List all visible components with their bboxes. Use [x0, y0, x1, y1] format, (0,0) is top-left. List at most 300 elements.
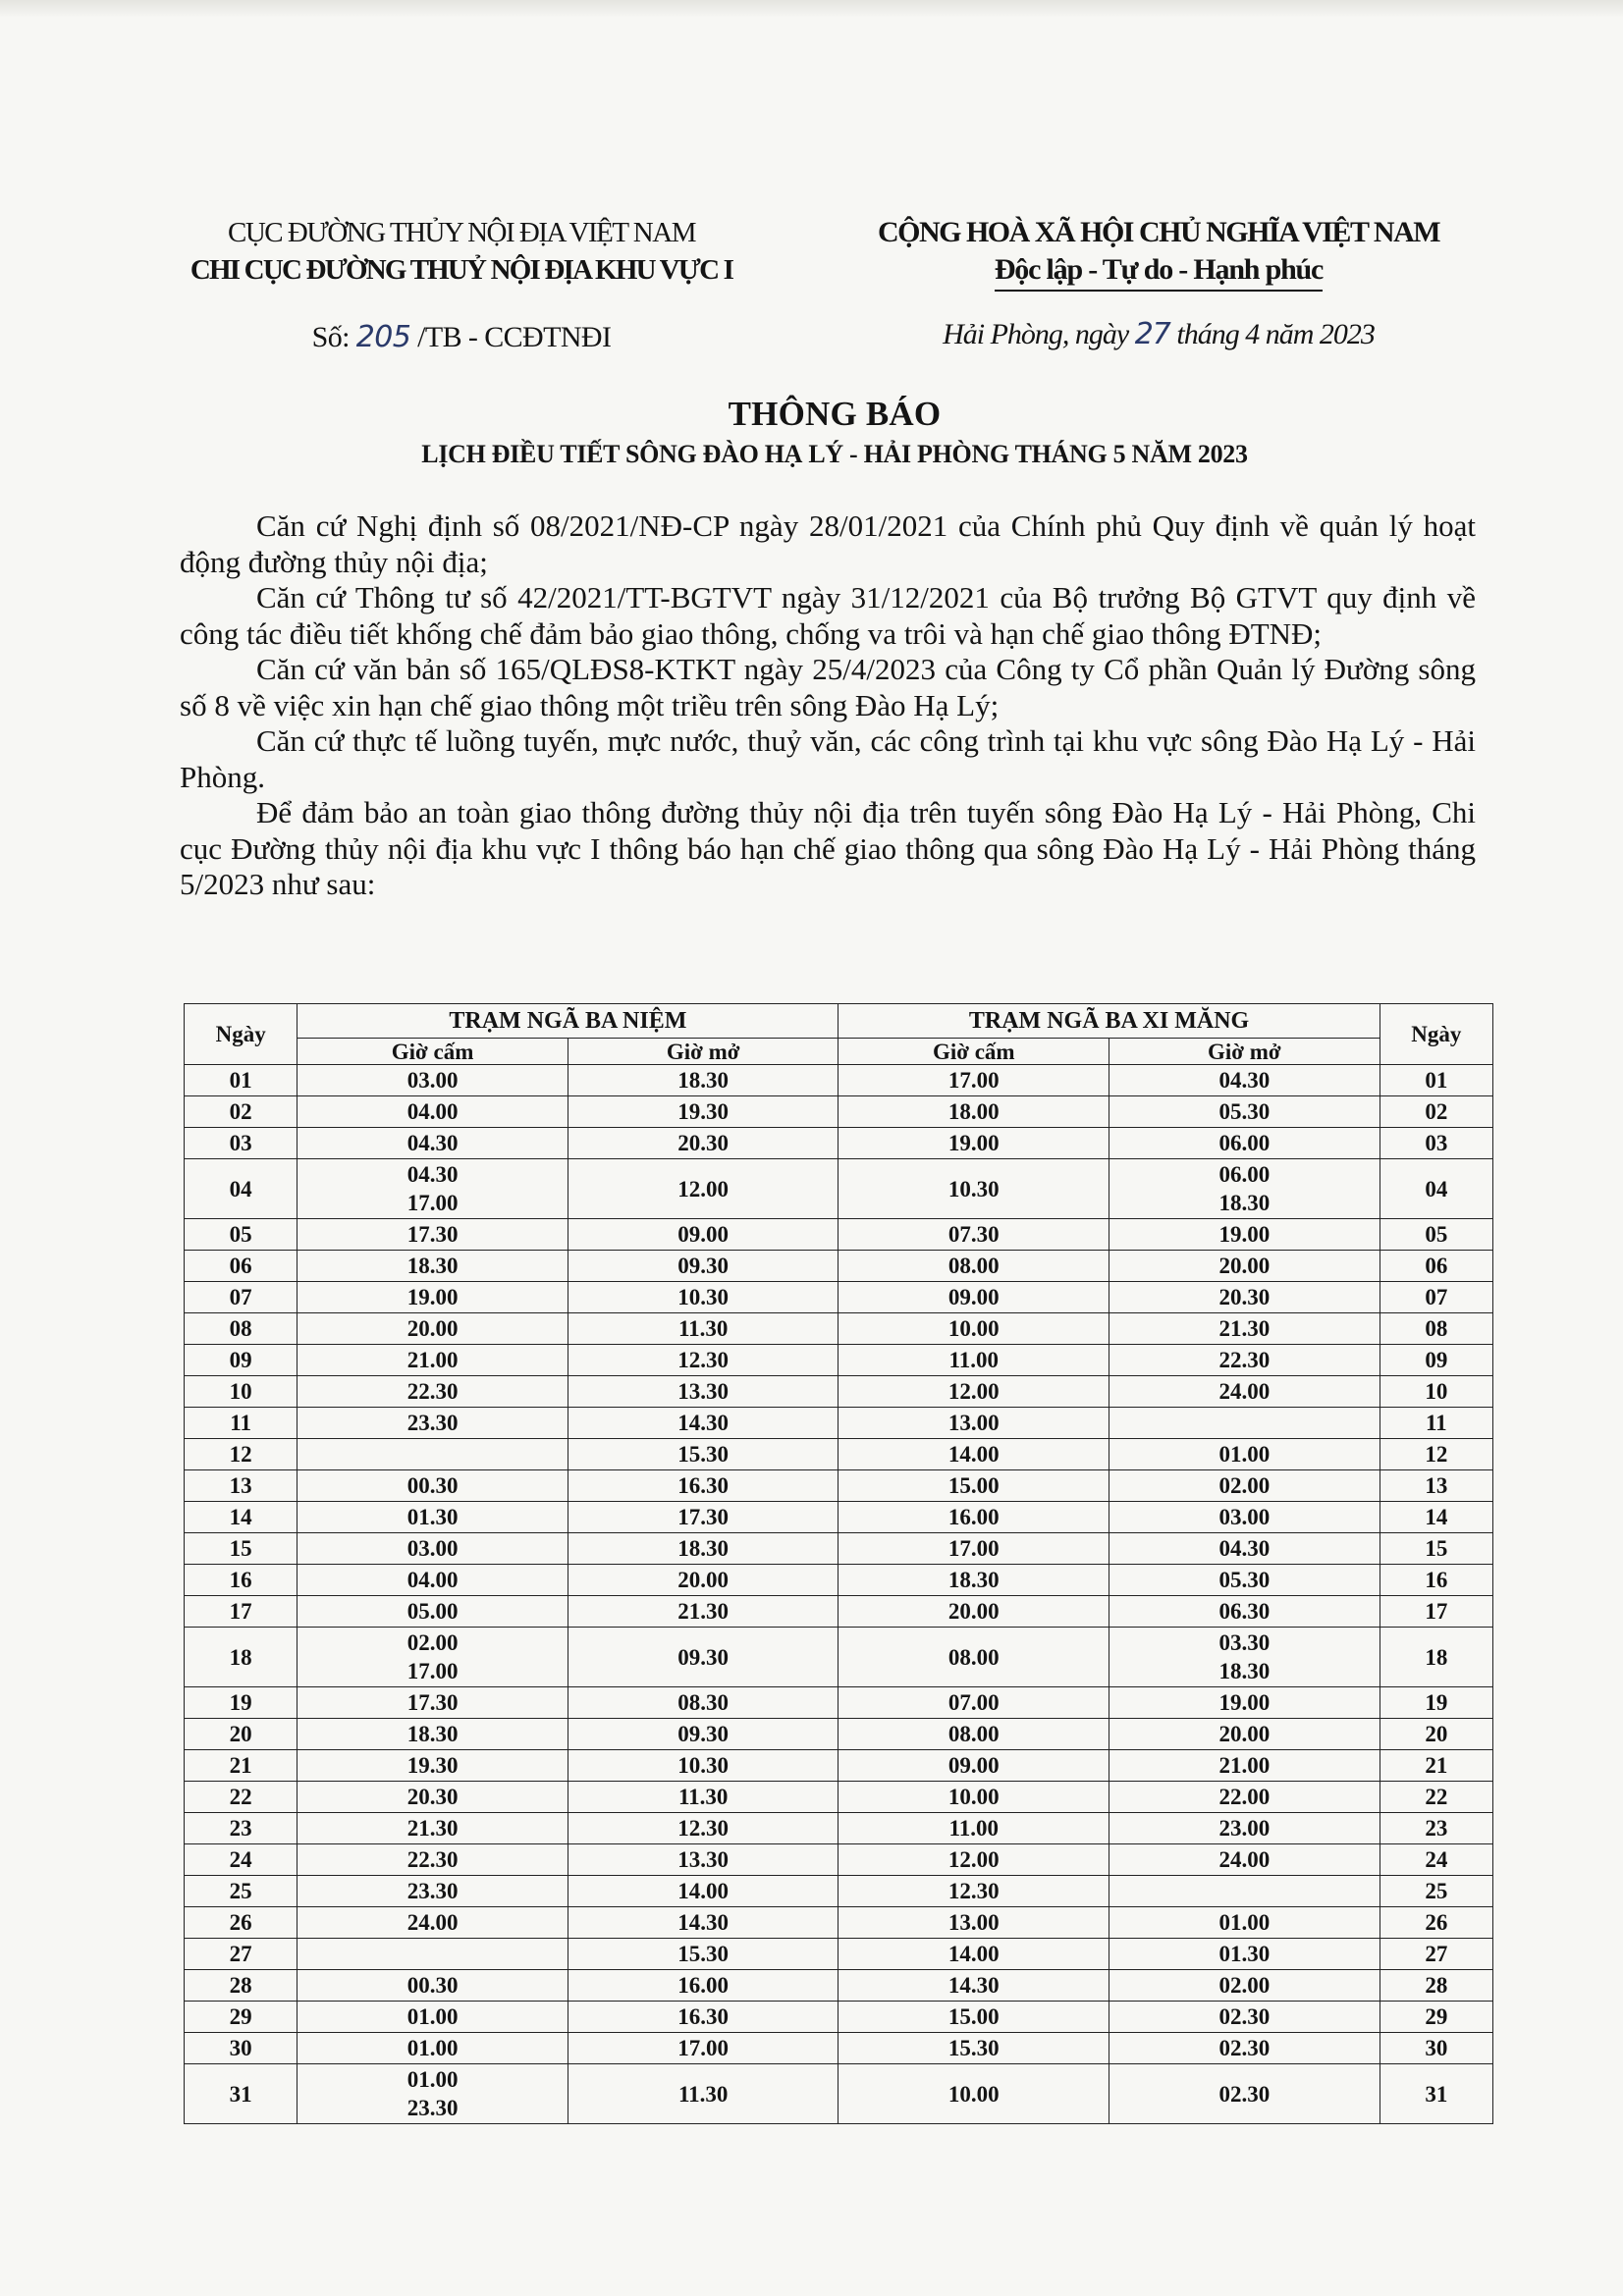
ximang-ban-cell	[839, 1907, 1109, 1939]
time-value: 21.30	[406, 1816, 459, 1841]
day-cell-right: 21	[1380, 1750, 1492, 1782]
time-value: 16.30	[677, 2004, 730, 2029]
ximang-open-cell	[1109, 1628, 1380, 1687]
ximang-open-cell	[1109, 1065, 1380, 1096]
time-value: 13.30	[677, 1847, 730, 1872]
ximang-ban-cell	[839, 2033, 1109, 2064]
table-row	[185, 2064, 1493, 2124]
niem-open-cell	[568, 1813, 839, 1844]
ximang-ban-cell	[839, 1782, 1109, 1813]
day-cell-right: 03	[1380, 1128, 1492, 1159]
time-value: 02.00	[1218, 1973, 1271, 1998]
time-value: 06.30	[1218, 1599, 1271, 1624]
niem-open-cell	[568, 1313, 839, 1345]
time-value: 10.00	[947, 1785, 1000, 1809]
niem-open-cell	[568, 1282, 839, 1313]
time-value: 00.30	[406, 1973, 459, 1998]
niem-ban-cell	[298, 1970, 568, 2002]
ximang-ban-cell	[839, 1282, 1109, 1313]
niem-open-cell	[568, 2064, 839, 2124]
time-value: 17.30	[406, 1222, 459, 1247]
day-cell-right: 04	[1380, 1159, 1492, 1219]
day-cell: 19	[185, 1687, 298, 1719]
ximang-open-cell	[1109, 2033, 1380, 2064]
ximang-open-cell	[1109, 1565, 1380, 1596]
niem-ban-cell	[298, 1408, 568, 1439]
day-cell: 20	[185, 1719, 298, 1750]
time-value: 01.00	[406, 2067, 459, 2092]
ban-header: Giờ cấm	[839, 1039, 1109, 1065]
table-row	[185, 1939, 1493, 1970]
time-value: 04.30	[406, 1131, 459, 1155]
time-value: 20.00	[1218, 1722, 1271, 1746]
time-value: 03.00	[406, 1536, 459, 1561]
niem-open-cell	[568, 1251, 839, 1282]
day-cell-right: 10	[1380, 1376, 1492, 1408]
day-cell: 13	[185, 1470, 298, 1502]
ximang-open-cell	[1109, 1470, 1380, 1502]
day-cell: 11	[185, 1408, 298, 1439]
open-header: Giờ mở	[568, 1039, 839, 1065]
table-row	[185, 2033, 1493, 2064]
ximang-ban-cell	[839, 1876, 1109, 1907]
ximang-ban-cell	[839, 1345, 1109, 1376]
paragraph: Căn cứ Nghị định số 08/2021/NĐ-CP ngày 28/01/2021 của Chính phủ Quy định về quản lý hoạt động đường thủy nội địa;	[180, 508, 1476, 579]
time-value: 15.30	[947, 2036, 1000, 2060]
time-value: 18.00	[947, 1099, 1000, 1124]
niem-ban-cell	[298, 1096, 568, 1128]
ximang-ban-cell	[839, 1502, 1109, 1533]
day-cell: 29	[185, 2002, 298, 2033]
day-cell-right: 18	[1380, 1628, 1492, 1687]
table-row	[185, 1408, 1493, 1439]
time-value: 14.00	[947, 1942, 1000, 1966]
time-value: 09.30	[677, 1254, 730, 1278]
day-header-right: Ngày	[1380, 1004, 1492, 1065]
day-cell: 09	[185, 1345, 298, 1376]
time-value: 01.30	[1218, 1942, 1271, 1966]
time-value: 14.30	[677, 1411, 730, 1435]
day-cell: 12	[185, 1439, 298, 1470]
time-value: 10.30	[947, 1176, 1000, 1201]
ximang-open-cell	[1109, 1719, 1380, 1750]
day-cell: 02	[185, 1096, 298, 1128]
niem-ban-cell	[298, 1470, 568, 1502]
schedule-rows	[185, 1065, 1493, 2124]
agency-name: CHI CỤC ĐƯỜNG THUỶ NỘI ĐỊA KHU VỰC I	[189, 254, 733, 286]
time-value: 20.30	[677, 1131, 730, 1155]
time-value: 09.30	[677, 1644, 730, 1670]
day-cell-right: 08	[1380, 1313, 1492, 1345]
day-cell: 08	[185, 1313, 298, 1345]
time-value: 02.00	[406, 1630, 459, 1655]
niem-open-cell	[568, 1907, 839, 1939]
time-value: 17.30	[677, 1505, 730, 1529]
time-value: 13.30	[677, 1379, 730, 1404]
time-value: 06.00	[1218, 1162, 1271, 1187]
day-cell: 03	[185, 1128, 298, 1159]
document-title: THÔNG BÁO	[728, 395, 942, 433]
nation-name: CỘNG HOÀ XÃ HỘI CHỦ NGHĨA VIỆT NAM	[877, 216, 1440, 248]
time-value: 21.30	[1218, 1316, 1271, 1341]
ximang-open-cell	[1109, 1939, 1380, 1970]
time-value: 22.00	[1218, 1785, 1271, 1809]
station-ngaba-niem-header: TRẠM NGÃ BA NIỆM	[298, 1004, 839, 1039]
niem-ban-cell	[298, 2064, 568, 2124]
document-number	[137, 320, 785, 354]
niem-open-cell	[568, 1065, 839, 1096]
day-cell: 26	[185, 1907, 298, 1939]
ximang-ban-cell	[839, 1439, 1109, 1470]
time-value: 23.30	[406, 1879, 459, 1903]
ximang-ban-cell	[839, 1628, 1109, 1687]
table-row	[185, 1565, 1493, 1596]
time-value: 20.00	[406, 1316, 459, 1341]
time-value: 18.30	[677, 1068, 730, 1093]
time-value: 13.00	[947, 1411, 1000, 1435]
time-value: 21.00	[1218, 1753, 1271, 1778]
schedule-table	[184, 1003, 1493, 2124]
time-value: 11.30	[677, 1316, 729, 1341]
day-cell-right: 28	[1380, 1970, 1492, 2002]
day-cell: 16	[185, 1565, 298, 1596]
niem-open-cell	[568, 1533, 839, 1565]
niem-ban-cell	[298, 1251, 568, 1282]
day-cell-right: 20	[1380, 1719, 1492, 1750]
time-value: 06.00	[1218, 1131, 1271, 1155]
day-cell-right: 17	[1380, 1596, 1492, 1628]
niem-open-cell	[568, 2033, 839, 2064]
document-body	[180, 508, 1476, 903]
niem-open-cell	[568, 1782, 839, 1813]
table-row	[185, 1907, 1493, 1939]
time-value: 08.00	[947, 1644, 1000, 1670]
ximang-open-cell	[1109, 1282, 1380, 1313]
paragraph: Căn cứ Thông tư số 42/2021/TT-BGTVT ngày 31/12/2021 của Bộ trưởng Bộ GTVT quy định về công tác điều tiết khống chế đảm bảo giao thông, chống va trôi và hạn chế giao thông ĐTNĐ;	[180, 580, 1476, 651]
time-value: 08.00	[947, 1722, 1000, 1746]
ximang-open-cell	[1109, 1687, 1380, 1719]
table-row	[185, 1376, 1493, 1408]
time-value: 15.00	[947, 1473, 1000, 1498]
time-value: 10.00	[947, 2081, 1000, 2107]
time-value: 11.00	[948, 1348, 999, 1372]
niem-ban-cell	[298, 1219, 568, 1251]
niem-open-cell	[568, 1687, 839, 1719]
time-value: 05.00	[406, 1599, 459, 1624]
document-number-prefix: Số:	[311, 321, 350, 353]
time-value: 12.00	[947, 1847, 1000, 1872]
ximang-open-cell	[1109, 2064, 1380, 2124]
niem-ban-cell	[298, 1439, 568, 1470]
table-row	[185, 1502, 1493, 1533]
paragraph: Căn cứ văn bản số 165/QLĐS8-KTKT ngày 25/4/2023 của Công ty Cổ phần Quản lý Đường sông số 8 về việc xin hạn chế giao thông một triều trên sông Đào Hạ Lý;	[180, 652, 1476, 722]
table-row	[185, 1750, 1493, 1782]
day-cell: 24	[185, 1844, 298, 1876]
day-header-left: Ngày	[185, 1004, 298, 1065]
day-cell-right: 06	[1380, 1251, 1492, 1282]
paragraph: Căn cứ thực tế luồng tuyến, mực nước, thuỷ văn, các công trình tại khu vực sông Đào Hạ Lý - Hải Phòng.	[180, 723, 1476, 794]
time-value: 05.30	[1218, 1099, 1271, 1124]
ximang-ban-cell	[839, 1565, 1109, 1596]
time-value: 16.00	[947, 1505, 1000, 1529]
station-ngaba-ximang-header: TRẠM NGÃ BA XI MĂNG	[839, 1004, 1380, 1039]
ximang-open-cell	[1109, 1159, 1380, 1219]
day-cell: 05	[185, 1219, 298, 1251]
time-value: 10.30	[677, 1285, 730, 1309]
time-value: 08.30	[677, 1690, 730, 1715]
niem-open-cell	[568, 1128, 839, 1159]
time-value: 14.30	[677, 1910, 730, 1935]
day-cell: 06	[185, 1251, 298, 1282]
niem-ban-cell	[298, 1502, 568, 1533]
time-value: 04.30	[406, 1162, 459, 1187]
time-value: 04.00	[406, 1099, 459, 1124]
time-value: 04.00	[406, 1568, 459, 1592]
time-value: 18.30	[1218, 1191, 1271, 1215]
table-row	[185, 1782, 1493, 1813]
ximang-ban-cell	[839, 1750, 1109, 1782]
day-cell: 22	[185, 1782, 298, 1813]
niem-ban-cell	[298, 1282, 568, 1313]
niem-ban-cell	[298, 1596, 568, 1628]
day-cell-right: 22	[1380, 1782, 1492, 1813]
table-row	[185, 1533, 1493, 1565]
time-value: 03.00	[1218, 1505, 1271, 1529]
agency-parent: CỤC ĐƯỜNG THỦY NỘI ĐỊA VIỆT NAM	[228, 217, 695, 248]
ximang-open-cell	[1109, 2002, 1380, 2033]
ximang-ban-cell	[839, 1219, 1109, 1251]
ximang-open-cell	[1109, 1502, 1380, 1533]
niem-ban-cell	[298, 1813, 568, 1844]
time-value: 23.30	[406, 1411, 459, 1435]
time-value: 20.00	[1218, 1254, 1271, 1278]
table-row	[185, 1596, 1493, 1628]
ximang-ban-cell	[839, 1128, 1109, 1159]
day-cell-right: 24	[1380, 1844, 1492, 1876]
time-value: 19.30	[406, 1753, 459, 1778]
day-cell-right: 13	[1380, 1470, 1492, 1502]
ximang-open-cell	[1109, 1970, 1380, 2002]
time-value: 15.00	[947, 2004, 1000, 2029]
time-value: 12.30	[677, 1348, 730, 1372]
time-value: 14.00	[677, 1879, 730, 1903]
day-cell-right: 12	[1380, 1439, 1492, 1470]
day-cell: 17	[185, 1596, 298, 1628]
time-value: 07.30	[947, 1222, 1000, 1247]
time-value: 20.00	[677, 1568, 730, 1592]
table-row	[185, 1065, 1493, 1096]
time-value: 07.00	[947, 1690, 1000, 1715]
open-header: Giờ mở	[1109, 1039, 1380, 1065]
ximang-open-cell	[1109, 1345, 1380, 1376]
ximang-open-cell	[1109, 1782, 1380, 1813]
day-cell-right: 19	[1380, 1687, 1492, 1719]
ximang-ban-cell	[839, 1596, 1109, 1628]
time-value: 20.00	[947, 1599, 1000, 1624]
niem-open-cell	[568, 1628, 839, 1687]
document-number-handwritten: 205	[355, 320, 411, 354]
day-cell-right: 09	[1380, 1345, 1492, 1376]
niem-ban-cell	[298, 2002, 568, 2033]
ximang-open-cell	[1109, 1907, 1380, 1939]
time-value: 03.30	[1218, 1630, 1271, 1655]
day-cell: 30	[185, 2033, 298, 2064]
table-row	[185, 1251, 1493, 1282]
ximang-ban-cell	[839, 1096, 1109, 1128]
day-cell: 10	[185, 1376, 298, 1408]
table-row	[185, 1159, 1493, 1219]
time-value: 04.30	[1218, 1536, 1271, 1561]
time-value: 01.30	[406, 1505, 459, 1529]
issuer-block	[137, 214, 785, 354]
time-value: 01.00	[1218, 1910, 1271, 1935]
time-value: 19.00	[406, 1285, 459, 1309]
ximang-open-cell	[1109, 1750, 1380, 1782]
ximang-open-cell	[1109, 1813, 1380, 1844]
ximang-ban-cell	[839, 2002, 1109, 2033]
time-value: 17.00	[406, 1659, 459, 1683]
table-row	[185, 1628, 1493, 1687]
day-cell: 04	[185, 1159, 298, 1219]
niem-open-cell	[568, 1970, 839, 2002]
table-row	[185, 1470, 1493, 1502]
time-value: 23.00	[1218, 1816, 1271, 1841]
niem-open-cell	[568, 1408, 839, 1439]
time-value: 19.30	[677, 1099, 730, 1124]
time-value: 10.30	[677, 1753, 730, 1778]
time-value: 12.30	[947, 1879, 1000, 1903]
document-subtitle: LỊCH ĐIỀU TIẾT SÔNG ĐÀO HẠ LÝ - HẢI PHÒNG THÁNG 5 NĂM 2023	[421, 440, 1248, 468]
time-value: 24.00	[1218, 1379, 1271, 1404]
niem-ban-cell	[298, 1907, 568, 1939]
ximang-open-cell	[1109, 1096, 1380, 1128]
ximang-ban-cell	[839, 1470, 1109, 1502]
table-row	[185, 1282, 1493, 1313]
day-cell-right: 29	[1380, 2002, 1492, 2033]
day-cell-right: 30	[1380, 2033, 1492, 2064]
time-value: 03.00	[406, 1068, 459, 1093]
nation-block	[835, 214, 1483, 351]
day-cell: 07	[185, 1282, 298, 1313]
time-value: 18.30	[1218, 1659, 1271, 1683]
table-row	[185, 1876, 1493, 1907]
time-value: 18.30	[406, 1722, 459, 1746]
ximang-open-cell	[1109, 1596, 1380, 1628]
niem-open-cell	[568, 1719, 839, 1750]
time-value: 21.30	[677, 1599, 730, 1624]
time-value: 17.00	[406, 1191, 459, 1215]
ximang-ban-cell	[839, 1376, 1109, 1408]
day-cell-right: 07	[1380, 1282, 1492, 1313]
niem-ban-cell	[298, 1128, 568, 1159]
time-value: 12.00	[947, 1379, 1000, 1404]
day-cell-right: 27	[1380, 1939, 1492, 1970]
time-value: 13.00	[947, 1910, 1000, 1935]
table-row	[185, 1719, 1493, 1750]
ximang-open-cell	[1109, 1219, 1380, 1251]
issue-date-day-handwritten: 27	[1134, 317, 1170, 351]
table-row	[185, 2002, 1493, 2033]
ximang-open-cell	[1109, 1844, 1380, 1876]
ximang-open-cell	[1109, 1439, 1380, 1470]
time-value: 20.30	[406, 1785, 459, 1809]
ban-header: Giờ cấm	[298, 1039, 568, 1065]
time-value: 12.00	[677, 1176, 730, 1201]
time-value: 22.30	[406, 1847, 459, 1872]
time-value: 02.30	[1218, 2081, 1271, 2107]
time-value: 17.00	[947, 1536, 1000, 1561]
document-number-suffix: /TB - CCĐTNĐI	[417, 321, 612, 353]
ximang-ban-cell	[839, 1939, 1109, 1970]
ximang-ban-cell	[839, 1813, 1109, 1844]
ximang-ban-cell	[839, 1251, 1109, 1282]
time-value: 22.30	[406, 1379, 459, 1404]
national-motto: Độc lập - Tự do - Hạnh phúc	[995, 251, 1323, 292]
ximang-open-cell	[1109, 1251, 1380, 1282]
ximang-open-cell	[1109, 1533, 1380, 1565]
day-cell: 31	[185, 2064, 298, 2124]
day-cell: 23	[185, 1813, 298, 1844]
time-value: 17.00	[947, 1068, 1000, 1093]
time-value: 10.00	[947, 1316, 1000, 1341]
day-cell: 18	[185, 1628, 298, 1687]
time-value: 11.30	[677, 1785, 729, 1809]
time-value: 17.30	[406, 1690, 459, 1715]
niem-ban-cell	[298, 1719, 568, 1750]
niem-ban-cell	[298, 1565, 568, 1596]
time-value: 08.00	[947, 1254, 1000, 1278]
time-value: 15.30	[677, 1942, 730, 1966]
niem-ban-cell	[298, 1687, 568, 1719]
niem-open-cell	[568, 1439, 839, 1470]
niem-ban-cell	[298, 1628, 568, 1687]
table-row	[185, 1687, 1493, 1719]
ximang-open-cell	[1109, 1313, 1380, 1345]
time-value: 14.30	[947, 1973, 1000, 1998]
time-value: 14.00	[947, 1442, 1000, 1467]
time-value: 04.30	[1218, 1068, 1271, 1093]
time-value: 02.00	[1218, 1473, 1271, 1498]
time-value: 12.30	[677, 1816, 730, 1841]
niem-open-cell	[568, 1876, 839, 1907]
niem-open-cell	[568, 1159, 839, 1219]
day-cell-right: 15	[1380, 1533, 1492, 1565]
time-value: 22.30	[1218, 1348, 1271, 1372]
issue-date-prefix: Hải Phòng, ngày	[943, 318, 1129, 350]
day-cell-right: 14	[1380, 1502, 1492, 1533]
time-value: 09.00	[947, 1285, 1000, 1309]
ximang-ban-cell	[839, 2064, 1109, 2124]
ximang-open-cell	[1109, 1128, 1380, 1159]
day-cell-right: 26	[1380, 1907, 1492, 1939]
niem-ban-cell	[298, 1750, 568, 1782]
ximang-open-cell	[1109, 1876, 1380, 1907]
day-cell: 27	[185, 1939, 298, 1970]
niem-open-cell	[568, 1502, 839, 1533]
time-value: 01.00	[1218, 1442, 1271, 1467]
niem-ban-cell	[298, 1782, 568, 1813]
ximang-ban-cell	[839, 1970, 1109, 2002]
table-row	[185, 1219, 1493, 1251]
day-cell-right: 05	[1380, 1219, 1492, 1251]
time-value: 19.00	[1218, 1690, 1271, 1715]
ximang-ban-cell	[839, 1065, 1109, 1096]
time-value: 01.00	[406, 2004, 459, 2029]
niem-open-cell	[568, 1939, 839, 1970]
time-value: 02.30	[1218, 2004, 1271, 2029]
ximang-ban-cell	[839, 1159, 1109, 1219]
table-row	[185, 1970, 1493, 2002]
